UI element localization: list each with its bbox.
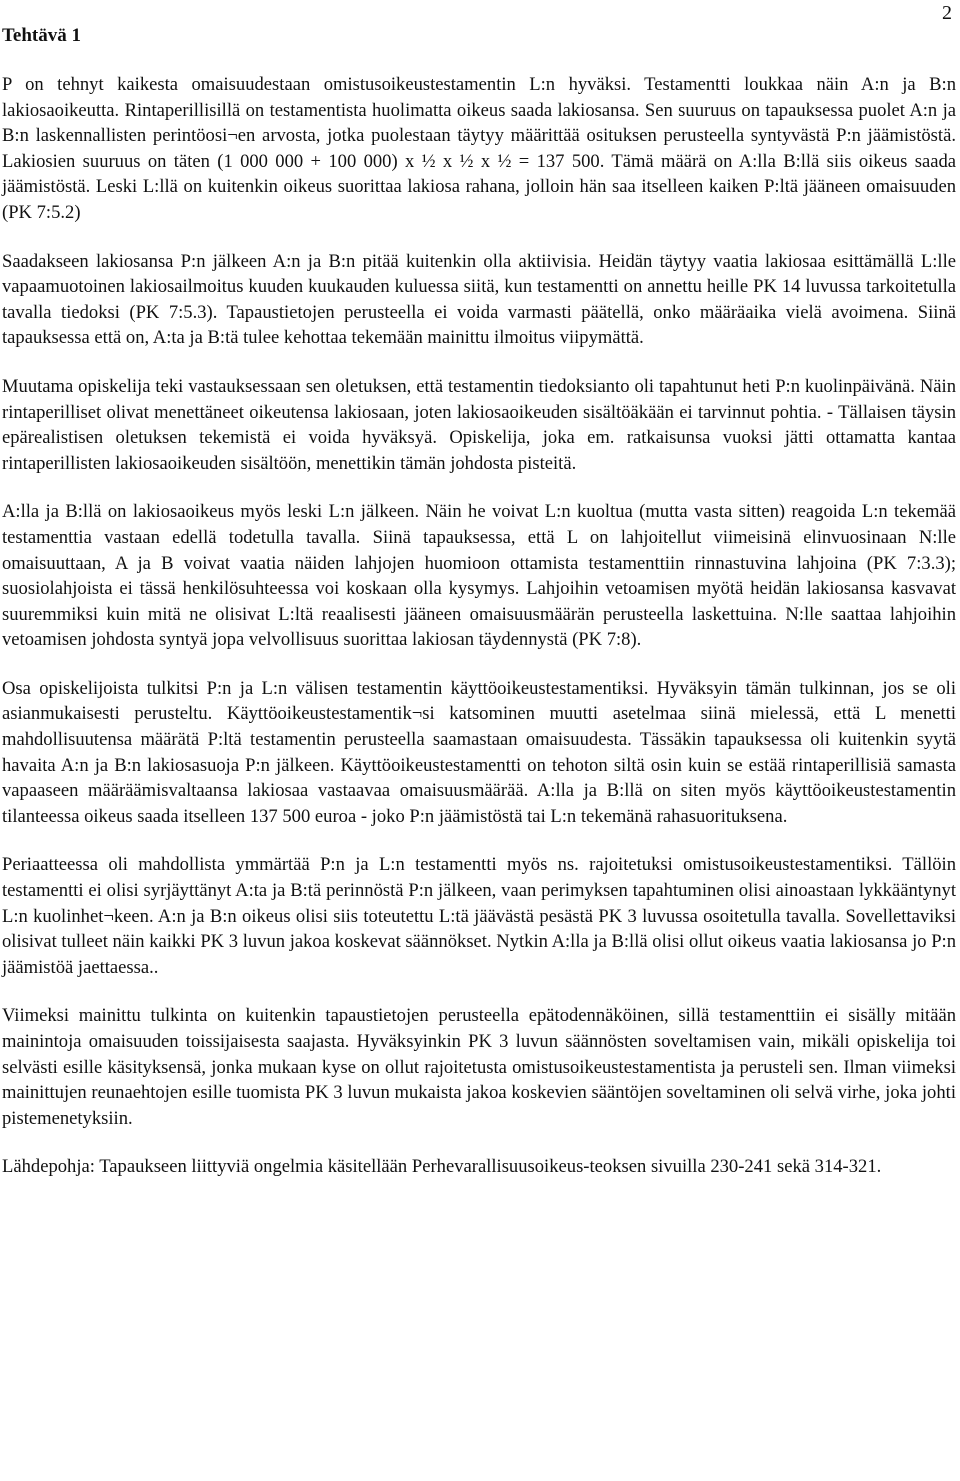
page-number: 2 <box>942 2 952 24</box>
paragraph-3: Muutama opiskelija teki vastauksessaan sen oletuksen, että testamentin tiedoksianto oli tapahtunut heti P:n kuolinpäivänä. Näin rintaperilliset olivat menettäneet oikeutensa lakiosaan, joten lakiosaoikeuden sisältöäkään ei tarvinnut pohtia. - Tällaisen täysin epärealistisen oletuksen tekemistä ei voida hyväksyä. Opiskelija, joka em. ratkaisunsa vuoksi jätti ottamatta kantaa rintaperillisten lakiosaoikeuden sisältöön, menettikin tämän johdosta pisteitä. <box>2 375 956 474</box>
source-note: Lähdepohja: Tapaukseen liittyviä ongelmia käsitellään Perhevarallisuusoikeus-teoksen sivuilla 230-241 sekä 314-321. <box>2 1156 882 1178</box>
paragraph-4: A:lla ja B:llä on lakiosaoikeus myös leski L:n jälkeen. Näin he voivat L:n kuoltua (mutta vasta sitten) reagoida L:n tekemää testamenttia vastaan edellä todetulla tavalla. Siinä tapauksessa, että L on lahjoitellut viimeisinä elinvuosinaan N:lle omaisuuttaan, A ja B voivat vaatia näiden lahjojen huomioon ottamista testamenttiin rinnastuvina lahjoina (PK 7:3.3); suosiolahjoista ei tässä henkilösuhteessa voi koskaan olla kysymys. Lahjoihin vetoamisen myötä heidän lakiosansa kasvavat suuremmiksi kuin mitä ne olisivat L:ltä reaalisesti jääneen omaisuusmäärän perusteella laskettuina. N:lle saattaa lahjoihin vetoamisen johdosta syntyä jopa velvollisuus suorittaa lakiosan täydennystä (PK 7:8). <box>2 501 956 651</box>
document-title: Tehtävä 1 <box>2 25 82 46</box>
paragraph-6: Periaatteessa oli mahdollista ymmärtää P:n ja L:n testamentti myös ns. rajoitetuksi omistusoikeustestamentiksi. Tällöin testamentti ei olisi syrjäyttänyt A:ta ja B:tä perinnöstä P:n jälkeen, vaan perimyksen tapahtuminen olisi ainoastaan lykkääntynyt L:n kuolinhet¬keen. A:n ja B:n oikeus olisi siis toteutettu L:tä jäävästä pesästä PK 3 luvussa osoitetulla tavalla. Sovellettaviksi olisivat tulleet näin kaikki PK 3 luvun jakoa koskevat säännökset. Nytkin A:lla ja B:llä olisi ollut oikeus vaatia lakiosansa jo P:n jäämistöä jaettaessa.. <box>2 854 956 978</box>
paragraph-5: Osa opiskelijoista tulkitsi P:n ja L:n välisen testamentin käyttöoikeustestamentiksi. Hyväksyin tämän tulkinnan, jos se oli asianmukaisesti perusteltu. Käyttöoikeustestamentik¬si katsominen muutti asetelmaa siinä mielessä, että L menetti mahdollisuutensa määrätä P:ltä testamentin perusteella saamastaan omaisuudesta. Tässäkin tapauksessa oli kuitenkin syytä havaita A:n ja B:n lakiosasuoja P:n jälkeen. Käyttöoikeustestamentti on tehoton siltä osin kuin se estää rintaperillisiä samasta vapaaseen määräämisvaltaansa lakiosaa vastaavaa omaisuusmäärää. A:lla ja B:llä on siten myös käyttöoikeustestamentin tilanteessa oikeus saada itselleen 137 500 euroa - joko P:n jäämistöstä tai L:n tekemänä rahasuorituksena. <box>2 677 956 827</box>
paragraph-7: Viimeksi mainittu tulkinta on kuitenkin tapaustietojen perusteella epätodennäköinen, sillä testamenttiin ei sisälly mitään mainintoja omaisuuden toissijaisesta saajasta. Hyväksyinkin PK 3 luvun säännösten soveltamisen vain, mikäli opiskelija toi selvästi esille käsityksensä, jonka mukaan kyse on ollut rajoitetusta omistusoikeustestamentista ja perusteli sen. Ilman viimeksi mainittujen reunaehtojen esille tuomista PK 3 luvun mukaista jakoa koskevien sääntöjen soveltaminen oli selvä virhe, joka johti pistemenetyksiin. <box>2 1005 956 1129</box>
document-page <box>2 22 956 1180</box>
paragraph-2: Saadakseen lakiosansa P:n jälkeen A:n ja B:n pitää kuitenkin olla aktiivisia. Heidän täytyy vaatia lakiosaa esittämällä L:lle vapaamuotoinen lakiosailmoitus kuuden kuukauden kuluessa siitä, kun testamentti on annettu heille PK 14 luvussa tarkoitetulla tavalla tiedoksi (PK 7:5.3). Tapaustietojen perusteella ei voida varmasti päätellä, onko määräaika vielä avoimena. Siinä tapauksessa että on, A:ta ja B:tä tulee kehottaa tekemään mainittu ilmoitus viipymättä. <box>2 250 956 349</box>
paragraph-1: P on tehnyt kaikesta omaisuudestaan omistusoikeustestamentin L:n hyväksi. Testamentti loukkaa näin A:n ja B:n lakiosaoikeutta. Rintaperillisillä on testamentista huolimatta oikeus saada lakiosansa. Sen suuruus on tapauksessa puolet A:n ja B:n laskennallisten perintöosi¬en arvosta, jotka puolestaan täytyy määrittää osituksen perusteella syntyvästä P:n jäämistöstä. Lakiosien suuruus on täten (1 000 000 + 100 000) x ½ x ½ x ½ = 137 500. Tämä määrä on A:lla B:llä siis oikeus saada jäämistöstä. Leski L:llä on kuitenkin oikeus suorittaa lakiosa rahana, jolloin hän saa itselleen kaiken P:ltä jääneen omaisuuden (PK 7:5.2) <box>2 74 956 223</box>
